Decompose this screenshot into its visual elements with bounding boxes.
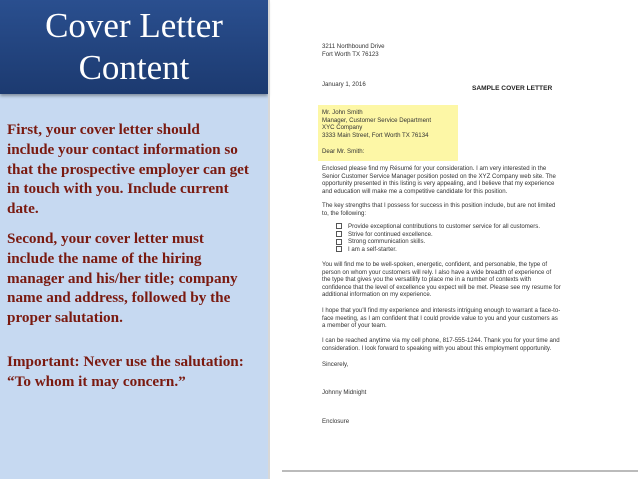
letter-signature xyxy=(322,389,366,397)
letter-paragraph-3 xyxy=(322,261,561,299)
letter-paragraph-4 xyxy=(322,307,560,330)
text-line: “To whom it may concern.” xyxy=(7,372,186,390)
text-line: include your contact information so xyxy=(7,140,238,158)
checkbox-icon xyxy=(336,239,342,245)
panel-divider xyxy=(268,0,270,479)
checkbox-icon xyxy=(336,231,342,237)
text-line: proper salutation. xyxy=(7,309,123,327)
recipient-address xyxy=(322,109,431,156)
letter-line: and education will make me a competitive candidate for this position. xyxy=(322,187,508,195)
recipient-line: XYC Company xyxy=(322,124,363,132)
letter-line: You will find me to be well-spoken, energetic, confident, and personable, the type of xyxy=(322,261,548,268)
sample-cover-letter-image xyxy=(282,0,638,479)
left-panel xyxy=(0,0,268,479)
recipient-line: Mr. John Smith xyxy=(322,109,363,116)
letter-line: I hope that you'll find my experience and interests intriguing enough to warrant a face-to- xyxy=(322,307,561,314)
strengths-list xyxy=(322,223,540,253)
letter-line: opportunity presented in this listing is very appealing, and I believe that my experience xyxy=(322,180,555,188)
letter-enclosure xyxy=(322,418,349,426)
text-line: that the prospective employer can get xyxy=(7,160,249,178)
text-line: name and address, followed by the xyxy=(7,289,231,307)
checkbox-icon xyxy=(336,246,342,252)
letter-line: confidence that the level of excellence you expect will be met. Please see my resume for xyxy=(322,283,561,291)
page-bottom-edge xyxy=(282,470,638,472)
text-line: First, your cover letter should xyxy=(7,121,200,138)
list-item-text: I am a self-starter. xyxy=(348,245,397,253)
letter-line: person on whom your customers will rely. I also have a wide breadth of experience of xyxy=(322,268,552,276)
list-item xyxy=(322,223,540,231)
list-item xyxy=(322,231,540,239)
contact-info-paragraph xyxy=(7,120,265,219)
letter-paragraph-5 xyxy=(322,337,560,352)
salutation-warning-paragraph xyxy=(7,352,265,392)
title-box xyxy=(0,0,268,94)
sample-heading: SAMPLE COVER LETTER xyxy=(472,85,553,92)
letter-date xyxy=(322,81,366,89)
letter-paragraph-2 xyxy=(322,202,555,217)
text-line: Important: Never use the salutation: xyxy=(7,353,244,370)
letter-line: The key strengths that I possess for success in this position include, but are not limited xyxy=(322,202,556,209)
list-item xyxy=(322,238,540,246)
recipient-line: 3333 Main Street, Fort Worth TX 76134 xyxy=(322,131,429,139)
letter-line: Senior Customer Service Manager position posted on the XYZ Company web site. The xyxy=(322,172,556,180)
hiring-manager-paragraph xyxy=(7,229,265,328)
letter-closing xyxy=(322,361,348,369)
text-line: Second, your cover letter must xyxy=(7,230,204,247)
list-item-text: Strong communication skills. xyxy=(348,238,426,246)
address-line: 3211 Northbound Drive xyxy=(322,43,385,50)
enclosure-text: Enclosure xyxy=(322,418,350,425)
text-line: manager and his/her title; company xyxy=(7,269,238,287)
address-line: Fort Worth TX 76123 xyxy=(322,50,379,58)
letter-line: a member of your team. xyxy=(322,322,387,330)
letter-line: additional information on my experience. xyxy=(322,291,432,299)
date-text: January 1, 2016 xyxy=(322,81,366,88)
salutation-line: Dear Mr. Smith: xyxy=(322,148,365,156)
signature-text: Johnny Midnight xyxy=(322,389,367,396)
list-item-text: Strive for continued excellence. xyxy=(348,230,433,238)
slide-title-line-2: Content xyxy=(78,48,190,87)
slide-title-line-1: Cover Letter xyxy=(45,6,223,45)
letter-line: I can be reached anytime via my cell phone, 817-555-1244. Thank you for your time and xyxy=(322,337,560,344)
sender-address xyxy=(322,43,385,58)
text-line: include the name of the hiring xyxy=(7,249,202,267)
text-line: in touch with you. Include current xyxy=(7,180,229,198)
list-item-text: Provide exceptional contributions to customer service for all customers. xyxy=(348,223,541,230)
text-line: date. xyxy=(7,200,39,218)
letter-line: Enclosed please find my Résumé for your consideration. I am very interested in the xyxy=(322,165,547,172)
letter-line: the type that gives you the versatility to place me in a number of contexts with xyxy=(322,276,531,284)
recipient-line: Manager, Customer Service Department xyxy=(322,116,432,124)
closing-text: Sincerely, xyxy=(322,361,349,368)
letter-line: consideration. I look forward to speaking with you about this employment opportunity. xyxy=(322,344,552,352)
list-item xyxy=(322,246,540,254)
letter-line: face meeting, as I am confident that I could provide value to you and your customers as xyxy=(322,314,558,322)
checkbox-icon xyxy=(336,223,342,229)
letter-line: to, the following: xyxy=(322,209,367,217)
letter-paragraph-1 xyxy=(322,165,556,195)
